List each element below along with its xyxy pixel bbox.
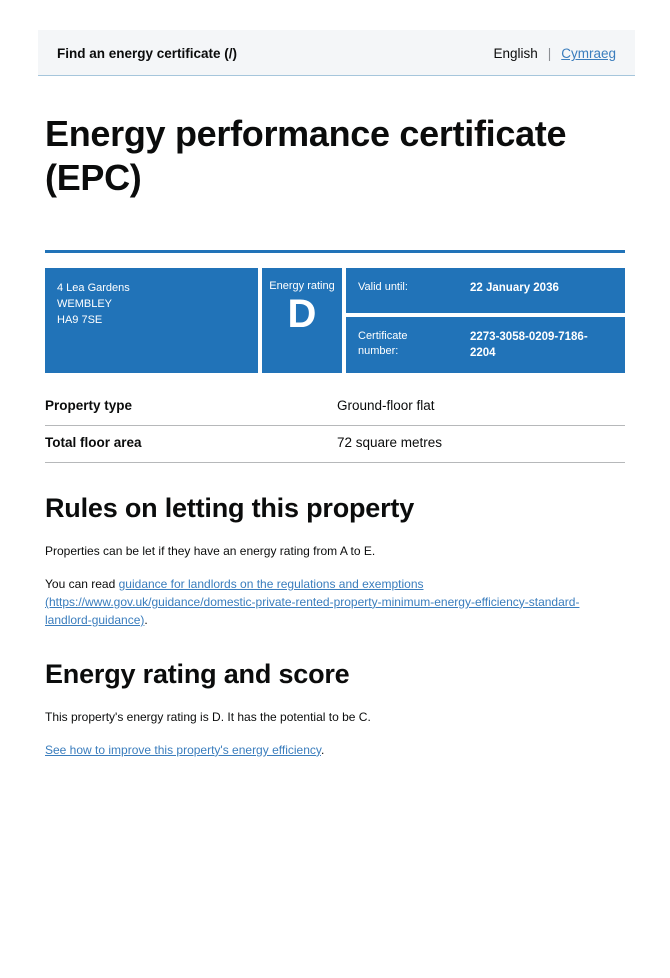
guidance-link[interactable]: guidance for landlords on the regulations and exemptions (https://www.gov.uk/guidance/domestic-private-rented-property-minimum-energy-efficiency-standard-landlord-guidance) bbox=[45, 576, 580, 627]
rating-paragraph: This property's energy rating is D. It has the potential to be C. bbox=[45, 709, 371, 724]
energy-rating-cell bbox=[262, 268, 342, 373]
property-facts-table bbox=[45, 389, 625, 463]
language-switcher bbox=[493, 46, 616, 61]
valid-until-label: Valid until: bbox=[358, 280, 408, 293]
certificate-summary-box bbox=[45, 268, 625, 369]
address-line-1: 4 Lea Gardens bbox=[57, 281, 130, 294]
guidance-paragraph-suffix: . bbox=[144, 612, 148, 627]
energy-rating-value: D bbox=[287, 291, 317, 336]
improve-efficiency-link[interactable]: See how to improve this property's energy efficiency bbox=[45, 742, 321, 757]
certificate-number-value: 2273-3058-0209-7186-2204 bbox=[470, 330, 588, 359]
main-content bbox=[45, 112, 625, 759]
language-divider: | bbox=[547, 46, 552, 61]
language-current: English bbox=[493, 46, 538, 61]
rules-paragraph: Properties can be let if they have an energy rating from A to E. bbox=[45, 543, 376, 558]
property-type-value: Ground-floor flat bbox=[337, 397, 435, 413]
table-row bbox=[45, 426, 625, 463]
address-line-3: HA9 7SE bbox=[57, 313, 103, 326]
improve-paragraph-suffix: . bbox=[320, 742, 325, 757]
service-name-link[interactable]: Find an energy certificate (/) bbox=[57, 46, 238, 61]
guidance-paragraph-prefix: You can read bbox=[45, 576, 119, 591]
guidance-paragraph bbox=[45, 575, 625, 629]
rules-section-heading: Rules on letting this property bbox=[45, 492, 415, 523]
property-address bbox=[45, 268, 258, 373]
page-title: Energy performance certificate (EPC) bbox=[45, 113, 567, 198]
energy-rating-label: Energy rating bbox=[269, 279, 335, 292]
address-line-2: WEMBLEY bbox=[57, 297, 113, 310]
certificate-number-row bbox=[346, 317, 625, 373]
total-floor-area-value: 72 square metres bbox=[337, 434, 443, 450]
certificate-number-label: Certificate number: bbox=[358, 329, 408, 358]
improve-paragraph bbox=[45, 741, 625, 759]
section-rule bbox=[45, 250, 625, 253]
valid-until-value: 22 January 2036 bbox=[470, 281, 559, 294]
total-floor-area-label: Total floor area bbox=[45, 434, 142, 450]
language-link-cymraeg[interactable]: Cymraeg bbox=[561, 46, 616, 61]
valid-until-row bbox=[346, 268, 625, 313]
table-row bbox=[45, 389, 625, 426]
rating-section-heading: Energy rating and score bbox=[45, 658, 350, 689]
service-header bbox=[38, 30, 635, 76]
property-type-label: Property type bbox=[45, 397, 133, 413]
certificate-details bbox=[346, 268, 625, 373]
